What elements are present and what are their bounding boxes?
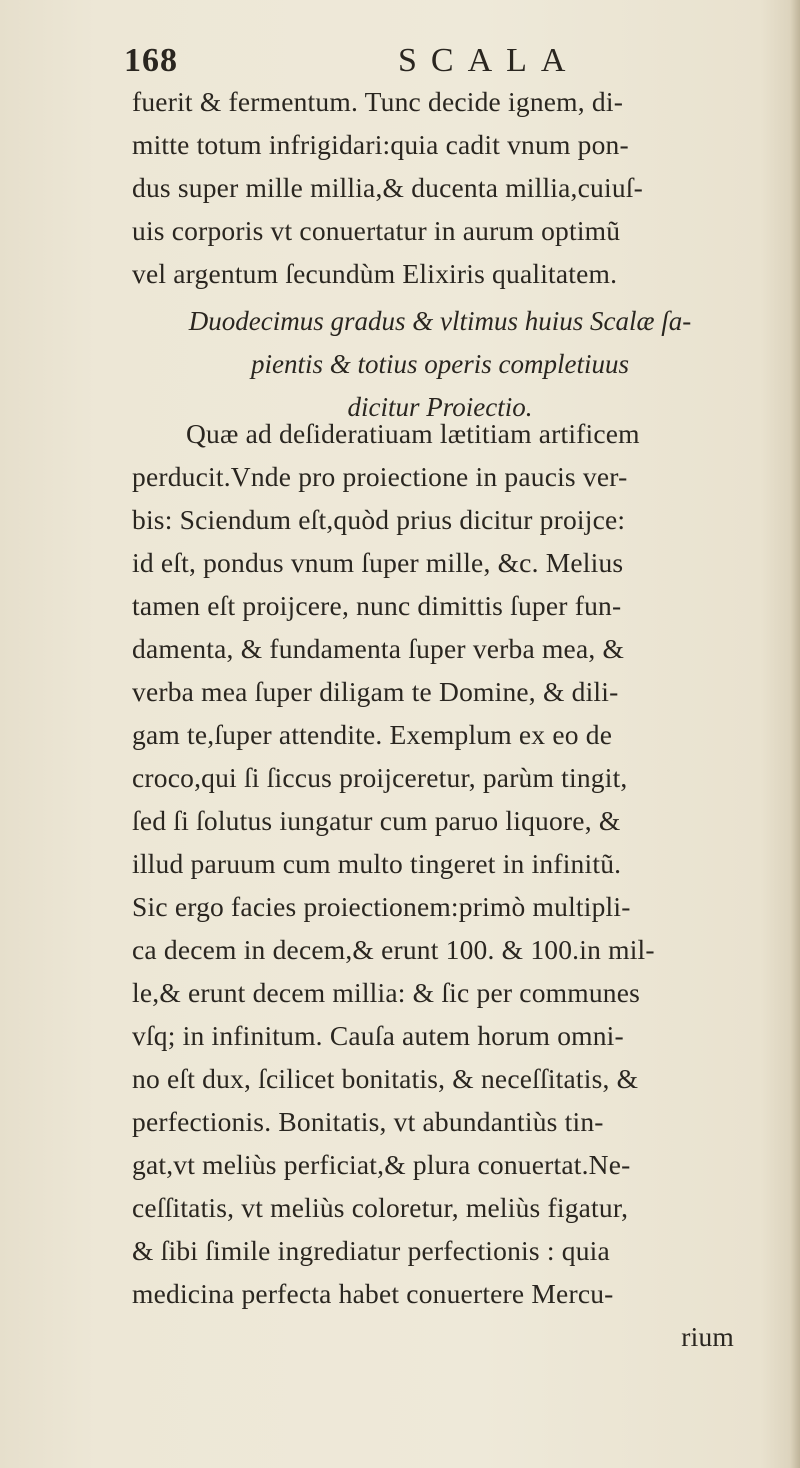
page-edge (790, 0, 800, 1468)
text-line: gat,vt meliùs perficiat,& plura conuertat.Ne- (132, 1149, 631, 1180)
text-line: tamen eſt proijcere, nunc dimittis ſuper fun- (132, 590, 622, 621)
text-line: vel argentum ſecundùm Elixiris qualitatem. (132, 258, 618, 289)
text-line: croco,qui ſi ſiccus proijceretur, parùm tingit, (132, 762, 628, 793)
section-heading (140, 300, 740, 429)
text-line: ceſſitatis, vt meliùs coloretur, meliùs figatur, (132, 1192, 629, 1223)
text-line: le,& erunt decem millia: & ſic per communes (132, 977, 641, 1008)
text-line: bis: Sciendum eſt,quòd prius dicitur proijce: (132, 504, 626, 535)
text-line: perducit.Vnde pro proiectione in paucis ver- (132, 461, 628, 492)
text-line: ſed ſi ſolutus iungatur cum paruo liquore, & (132, 805, 621, 836)
text-line: fuerit & fermentum. Tunc decide ignem, di- (132, 86, 624, 117)
heading-line: Duodecimus gradus & vltimus huius Scalæ ſa- (188, 306, 692, 336)
text-line: perfectionis. Bonitatis, vt abundantiùs tin- (132, 1106, 604, 1137)
catchword: rium (681, 1321, 734, 1352)
text-line: verba mea ſuper diligam te Domine, & dili- (132, 676, 619, 707)
text-line: vſq; in infinitum. Cauſa autem horum omni- (132, 1020, 624, 1051)
intro-paragraph (132, 80, 772, 295)
text-line: mitte totum infrigidari:quia cadit vnum pon- (132, 129, 629, 160)
text-line: dus super mille millia,& ducenta millia,cuiuſ- (132, 172, 643, 203)
text-line: uis corporis vt conuertatur in aurum optimũ (132, 215, 621, 246)
text-line: & ſibi ſimile ingrediatur perfectionis : quia (132, 1235, 610, 1266)
text-line: ca decem in decem,& erunt 100. & 100.in mil- (132, 934, 655, 965)
page-number: 168 (124, 42, 178, 79)
running-title: SCALA (398, 42, 580, 79)
text-line: Sic ergo facies proiectionem:primò multipli- (132, 891, 631, 922)
text-line: id eſt, pondus vnum ſuper mille, &c. Melius (132, 547, 624, 578)
text-line: no eſt dux, ſcilicet bonitatis, & neceſſitatis, & (132, 1063, 639, 1094)
text-line: damenta, & fundamenta ſuper verba mea, & (132, 633, 625, 664)
text-line: Quæ ad deſideratiuam lætitiam artificem (186, 418, 640, 449)
body-paragraph (132, 412, 772, 1358)
text-line: gam te,ſuper attendite. Exemplum ex eo de (132, 719, 613, 750)
heading-line: pientis & totius operis completiuus (251, 349, 629, 379)
heading-line: dicitur Proiectio. (347, 392, 533, 422)
text-line: medicina perfecta habet conuertere Mercu- (132, 1278, 614, 1309)
text-line: illud paruum cum multo tingeret in infinitũ. (132, 848, 622, 879)
